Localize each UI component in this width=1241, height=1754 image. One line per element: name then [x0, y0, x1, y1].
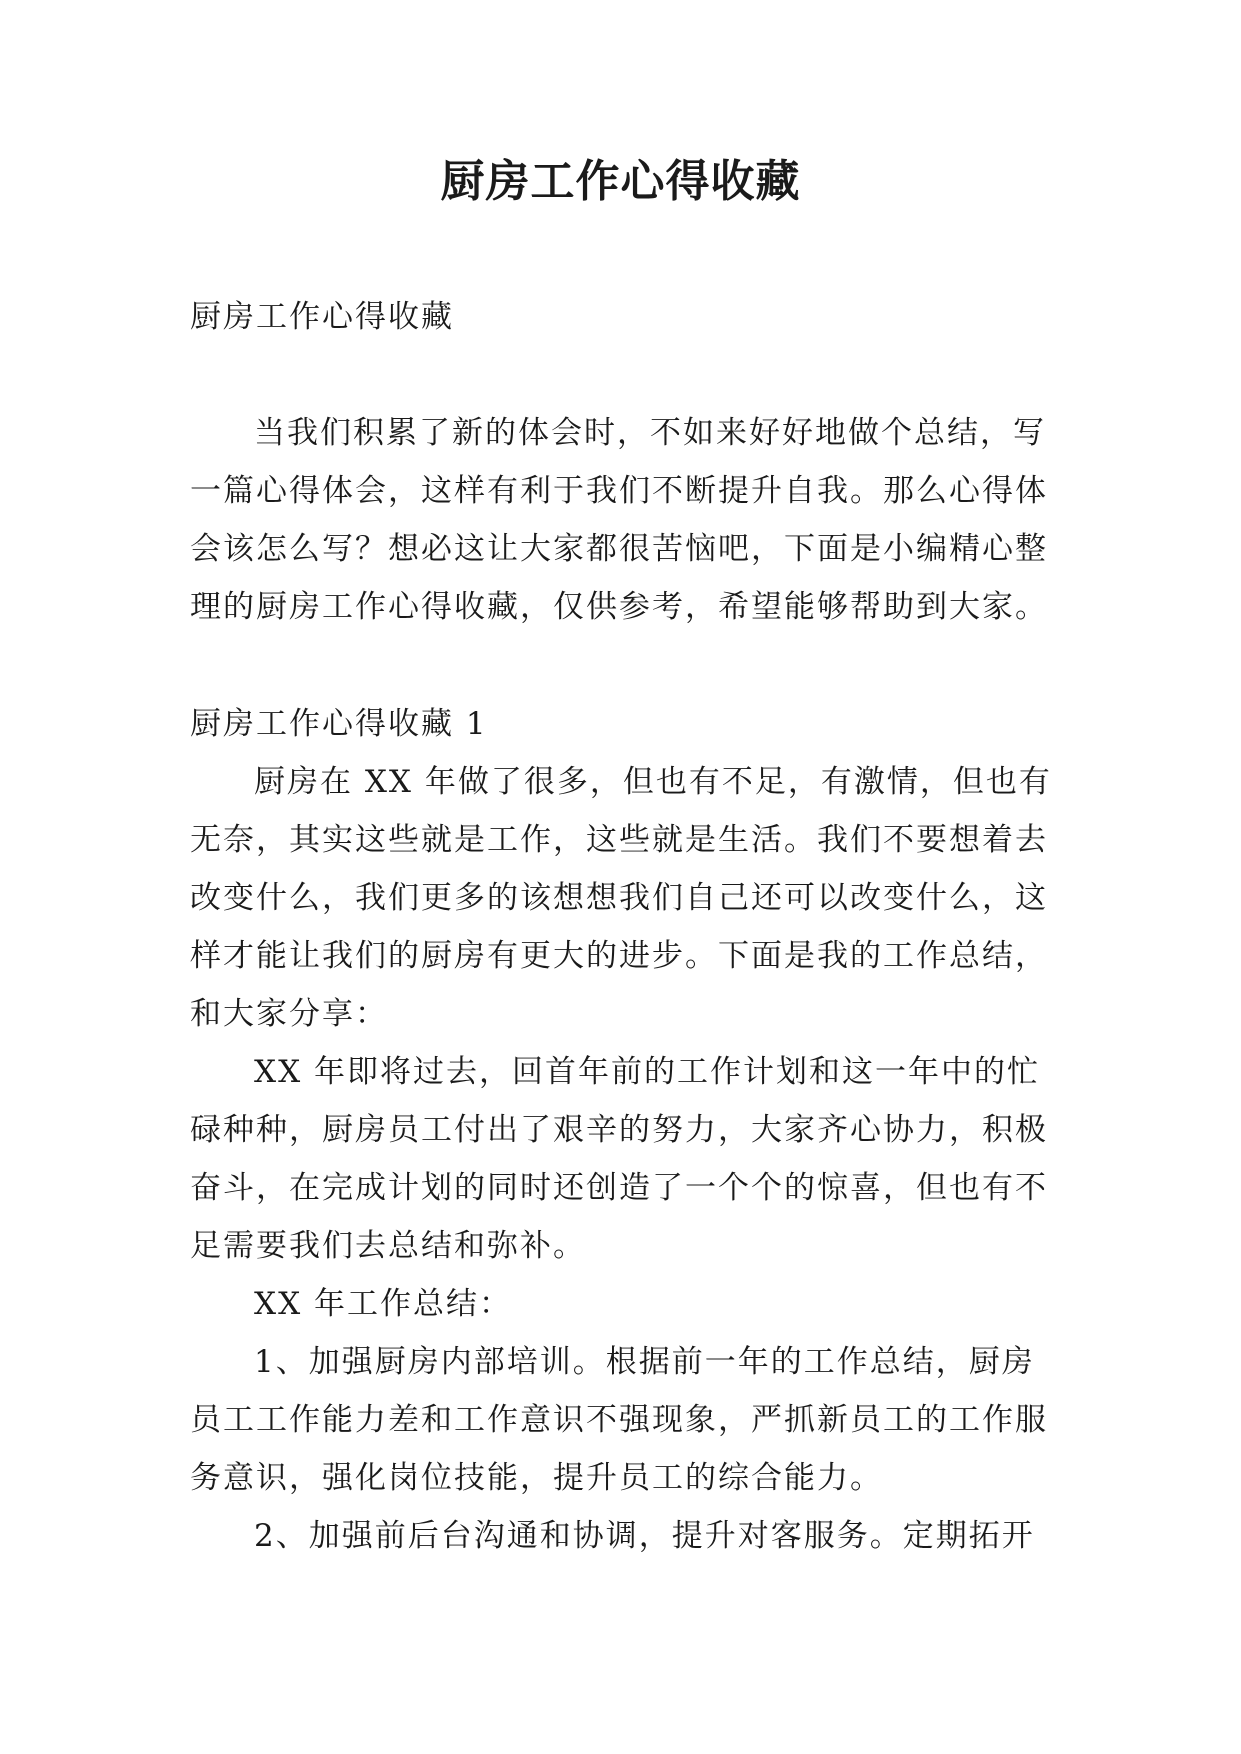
section-heading: 厨房工作心得收藏 1 — [190, 706, 488, 742]
intro-paragraph: 当我们积累了新的体会时，不如来好好地做个总结，写一篇心得体会，这样有利于我们不断提升自我。那么心得体会该怎么写？想必这让大家都很苦恼吧，下面是小编精心整理的厨房工作心得收藏，仅供参考，希望能够帮助到大家。 — [190, 415, 1048, 625]
document-title: 厨房工作心得收藏 — [440, 156, 801, 207]
intro-block — [190, 404, 1060, 636]
document-subtitle: 厨房工作心得收藏 — [190, 299, 454, 335]
section-paragraph: 1、加强厨房内部培训。根据前一年的工作总结，厨房员工工作能力差和工作意识不强现象，严抓新员工的工作服务意识，强化岗位技能，提升员工的综合能力。 — [190, 1344, 1048, 1496]
section-paragraph: XX 年工作总结： — [254, 1286, 512, 1322]
section-paragraph: 厨房在 XX 年做了很多，但也有不足，有激情，但也有无奈，其实这些就是工作，这些就是生活。我们不要想着去改变什么，我们更多的该想想我们自己还可以改变什么，这样才能让我们的厨房有更大的进步。下面是我的工作总结，和大家分享： — [190, 764, 1052, 1032]
section-paragraph: XX 年即将过去，回首年前的工作计划和这一年中的忙碌种种，厨房员工付出了艰辛的努力，大家齐心协力，积极奋斗，在完成计划的同时还创造了一个个的惊喜，但也有不足需要我们去总结和弥补。 — [190, 1054, 1048, 1264]
section-paragraph: 2、加强前后台沟通和协调，提升对客服务。定期拓开 — [254, 1518, 1035, 1554]
section-1 — [190, 695, 1060, 1565]
